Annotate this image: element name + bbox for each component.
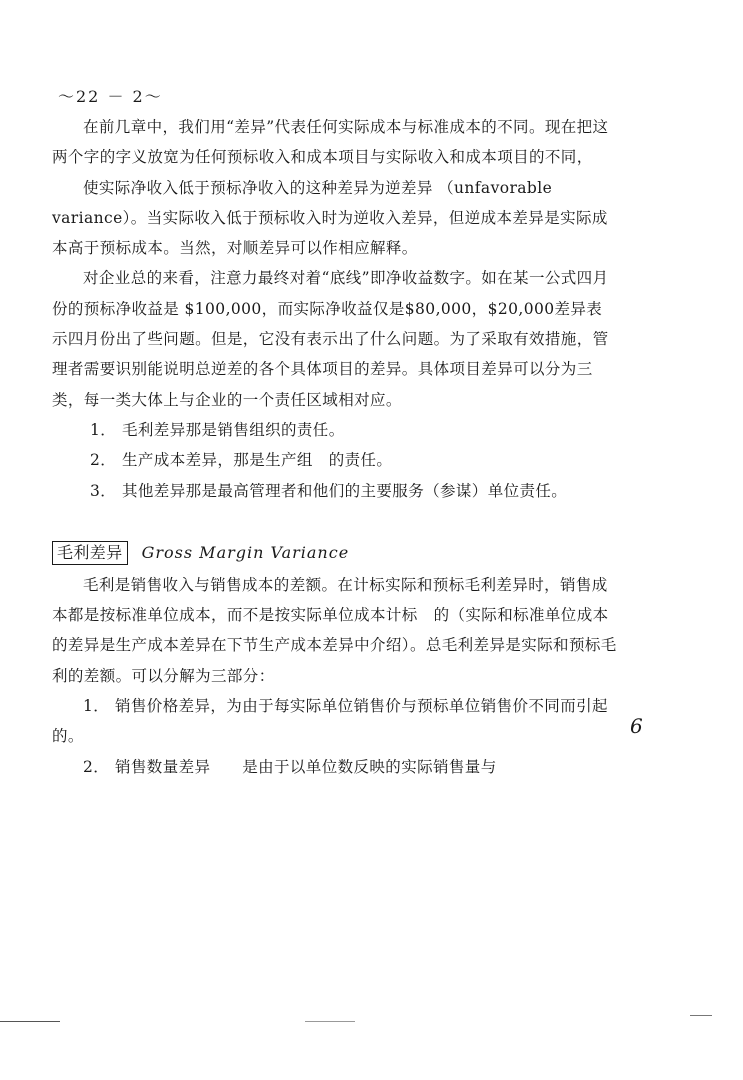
page-header: ～22 － 2～ <box>58 87 163 106</box>
paragraph-intro-2: 使实际净收入低于预标净收入的这种差异为逆差异 （unfavorable variance）。当实际收入低于预标收入时为逆收入差异，但逆成本差异是实际成本高于预标成本。当然，对顺差异可以作相应解释。 <box>52 178 608 258</box>
section-spacer <box>52 506 617 536</box>
list-item-text: 其他差异那是最高管理者和他们的主要服务（参谋）单位责任。 <box>122 481 568 500</box>
list-item-text: 生产成本差异，那是生产组 的责任。 <box>122 451 393 470</box>
paragraph-section-1: 毛利是销售收入与销售成本的差额。在计标实际和预标毛利差异时，销售成本都是按标准单位成本，而不是按实际单位成本计标 的（实际和标准单位成本的差异是生产成本差异在下节生产成本差异中介绍）。总毛利差异是实际和预标毛利的差额。可以分解为三部分： <box>52 575 617 685</box>
paragraph-intro-3: 对企业总的来看，注意力最终对着“底线”即净收益数字。如在某一公式四月份的预标净收益是 $100,000，而实际净收益仅是$80,000，$20,000差异表示四月份出了些问题。但是，它没有表示出了什么问题。为了采取有效措施，管理者需要识别能说明总逆差的各个具体项目的差异。具体项目差异可以分为三类，每一类大体上与企业的一个责任区域相对应。 <box>52 269 609 409</box>
list-item <box>52 752 617 782</box>
document-body <box>52 112 617 782</box>
list-item-text: 销售数量差异 是由于以单位数反映的实际销售量与 <box>115 757 497 776</box>
list-item <box>90 476 617 506</box>
section-title-cn: 毛利差异 <box>52 541 128 565</box>
margin-page-number: 6 <box>630 714 643 738</box>
scan-mark-center <box>305 1021 355 1022</box>
scan-mark-right <box>690 1015 712 1016</box>
list-item-number: 3． <box>90 481 117 500</box>
list-item-number: 2． <box>83 757 110 776</box>
list-item-text: 销售价格差异，为由于每实际单位销售价与预标单位销售价不同而引起的。 <box>52 697 608 746</box>
list-item-number: 2． <box>90 451 117 470</box>
list-item <box>90 445 617 475</box>
paragraph-intro-1: 在前几章中，我们用“差异”代表任何实际成本与标准成本的不同。现在把这两个字的字义放宽为任何预标收入和成本项目与实际收入和成本项目的不同， <box>52 118 609 167</box>
list-item <box>90 415 617 445</box>
list-item-text: 毛利差异那是销售组织的责任。 <box>122 420 345 439</box>
list-item-number: 1． <box>83 697 110 716</box>
list-item <box>52 691 617 752</box>
section-heading <box>52 536 617 570</box>
list-item-number: 1． <box>90 420 117 439</box>
section-title-en: Gross Margin Variance <box>141 542 350 562</box>
scan-mark-left <box>0 1021 60 1022</box>
